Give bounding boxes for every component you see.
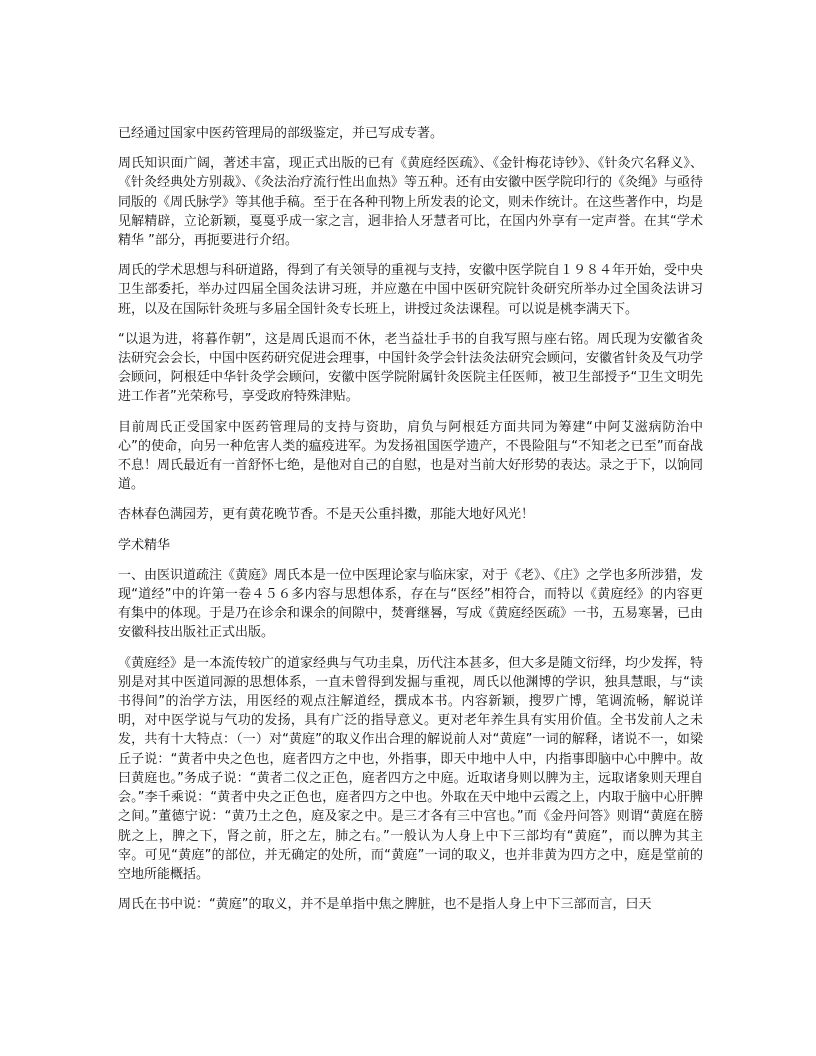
paragraph-publications: 周氏知识面广阔，著述丰富，现正式出版的已有《黄庭经医疏》、《金针梅花诗钞》、《针灸穴名释义》、《针灸经典处方别裁》、《灸法治疗流行性出血热》等五种。还有由安徽中医学院印行的《灸绳》与亟待同版的《周氏脉学》等其他手稿。至于在各种刊物上所发表的论文，则未作统计。在这些著作中，均是见解精辟，立论新颖，戛戛乎成一家之言，迥非拾人牙慧者可比，在国内外享有一定声誉。在其“学术精华 ”部分，再扼要进行介绍。 bbox=[118, 156, 704, 249]
paragraph-huangting-intro: 一、由医识道疏注《黄庭》周氏本是一位中医理论家与临床家，对于《老》、《庄》之学也多所涉猎，发现“道经”中的许第一卷４５６多内容与思想体系，存在与“医经”相符合，而特以《黄庭经》的内容更有集中的体现。于是乃在诊余和课余的间隙中，焚膏继晷，写成《黄庭经医疏》一书，五易寒暑，已由安徽科技出版社正式出版。 bbox=[118, 567, 704, 641]
paragraph-motto: “以退为进，将暮作朝”，这是周氏退而不休，老当益壮手书的自我写照与座右铭。周氏现为安徽省灸法研究会会长，中国中医药研究促进会理事，中国针灸学会针法灸法研究会顾问，安徽省针灸及气功学会顾问，阿根廷中华针灸学会顾问，安徽中医学院附属针灸医院主任医师，被卫生部授予“卫生文明先进工作者”光荣称号，享受政府特殊津贴。 bbox=[118, 331, 704, 405]
poem: 杏林春色满园芳，更有黄花晚节香。不是天公重抖擞，那能大地好风光！ bbox=[118, 507, 535, 523]
section-heading: 学术精华 bbox=[118, 537, 171, 553]
paragraph-appraisal: 已经通过国家中医药管理局的部级鉴定，并已写成专著。 bbox=[118, 126, 444, 141]
document-page bbox=[118, 124, 703, 925]
paragraph-current-work: 目前周氏正受国家中医药管理局的支持与资助，肩负与阿根廷方面共同为筹建“中阿艾滋病防治中心”的使命，向另一种危害人类的瘟疫进军。为发扬祖国医学遗产，不畏险阻与“不知老之已至”而奋战不息！周氏最近有一首舒怀七绝，是他对自己的自慰，也是对当前大好形势的表达。录之于下，以饷同道。 bbox=[118, 419, 704, 493]
paragraph-huangting-meaning: 周氏在书中说：“黄庭”的取义，并不是单指中焦之脾脏，也不是指人身上中下三部而言，曰天 bbox=[118, 897, 652, 913]
paragraph-teaching: 周氏的学术思想与科研道路，得到了有关领导的重视与支持，安徽中医学院自１９８４年开始，受中央卫生部委托，举办过四届全国灸法讲习班，并应邀在中国中医研究院针灸研究所举办过全国灸法讲习班，以及在国际针灸班与多届全国针灸专长班上，讲授过灸法课程。可以说是桃李满天下。 bbox=[118, 263, 704, 317]
paragraph-huangting-classic: 《黄庭经》是一本流传较广的道家经典与气功圭臬，历代注本甚多，但大多是随文衍绎，均少发挥，特别是对其中医道同源的思想体系，一直未曾得到发掘与重视，周氏以他渊博的学识，独具慧眼，与“读书得间”的治学方法，用医经的观点注解道经，撰成本书。内容新颖，搜罗广博，笔调流畅，解说详明，对中医学说与气功的发扬，具有广泛的指导意义。更对老年养生具有实用价值。全书发前人之未发，共有十大特点：（一）对“黄庭”的取义作出合理的解说前人对“黄庭”一词的解释，诸说不一，如梁丘子说：“黄者中央之色也，庭者四方之中也，外指事，即天中地中人中，内指事即脑中心中脾中。故曰黄庭也。”务成子说：“黄者二仪之正色，庭者四方之中庭。近取诸身则以脾为主，远取诸象则天理自会。”李千乘说：“黄者中央之正色也，庭者四方之中也。外取在天中地中云霞之上，内取于脑中心肝脾之间。”董德宁说：“黄乃土之色，庭及家之中。是三才各有三中宫也。”而《金丹问答》则谓“黄庭在膀胱之上，脾之下，肾之前，肝之左，肺之右。”一般认为人身上中下三部均有“黄庭”，而以脾为其主宰。可见“黄庭”的部位，并无确定的处所，而“黄庭”一词的取义，也并非黄为四方之中，庭是堂前的空地所能概括。 bbox=[118, 655, 704, 882]
